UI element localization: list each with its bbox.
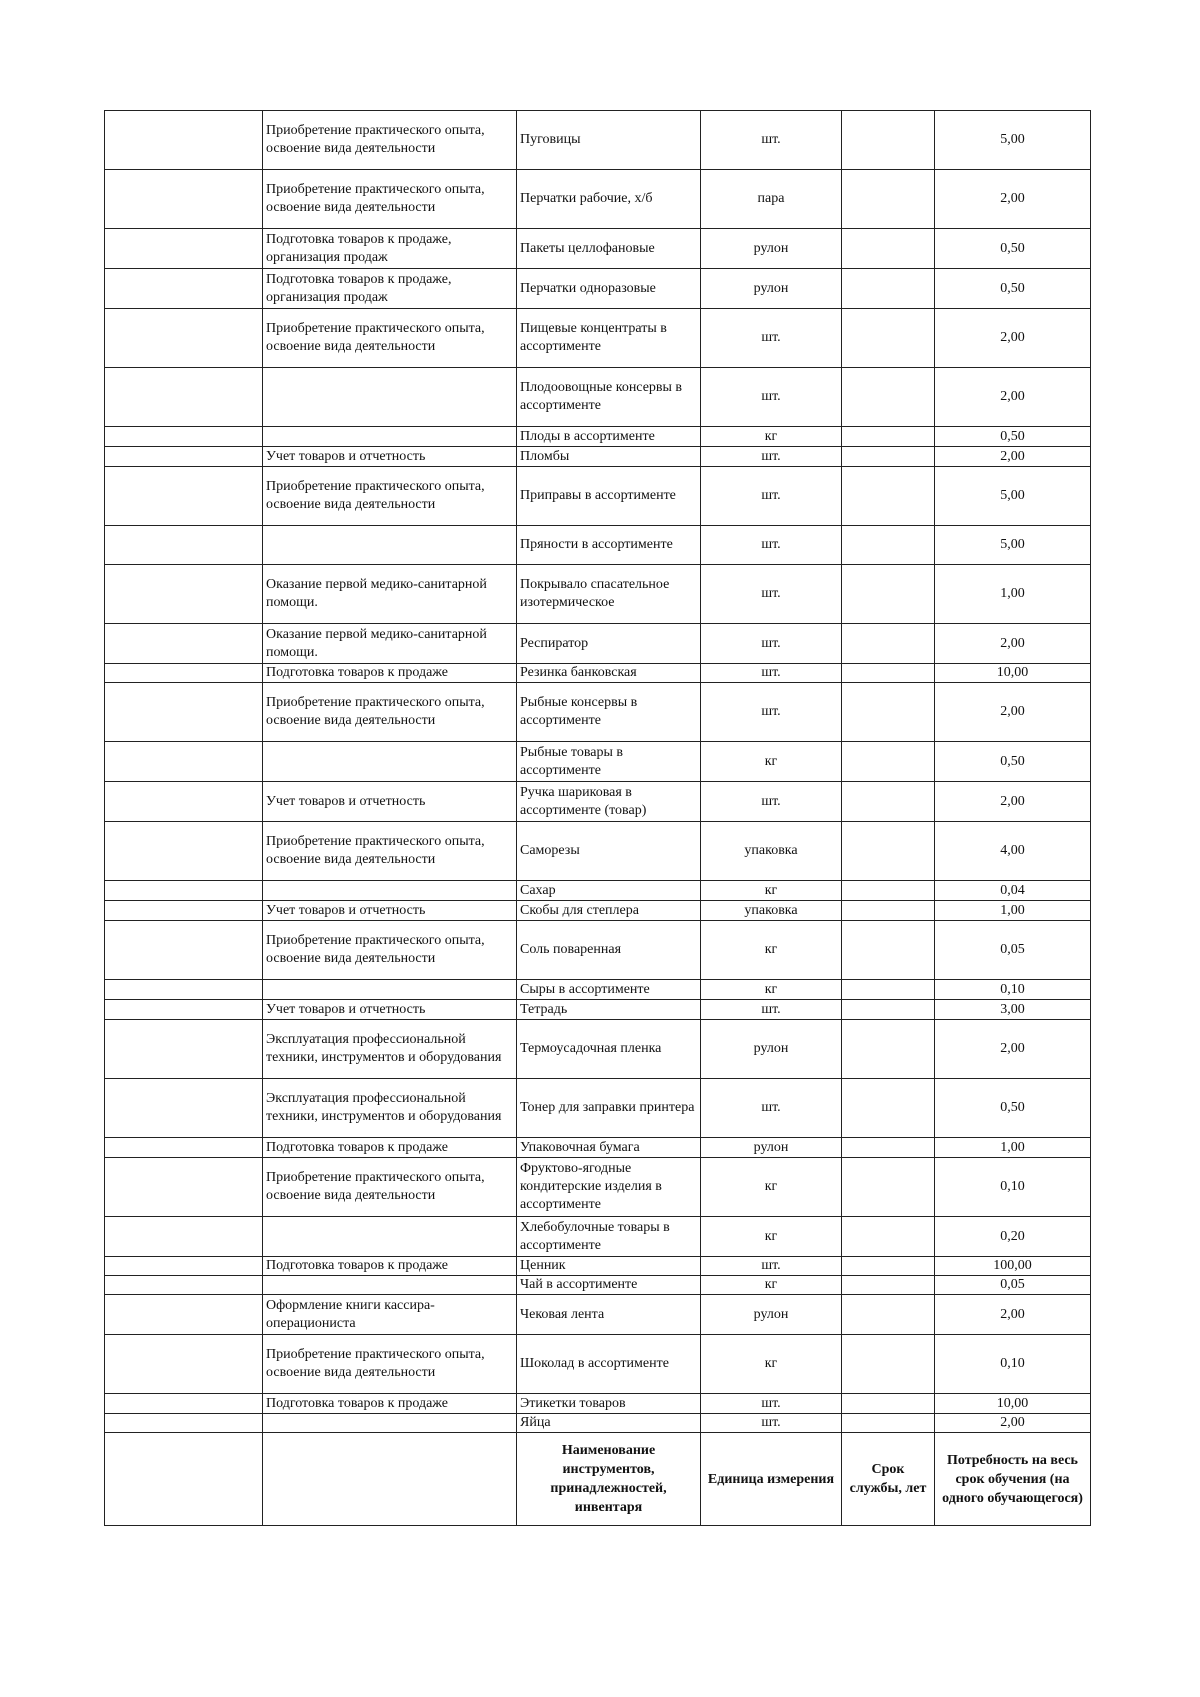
unit-cell: шт. [701, 1394, 842, 1414]
need-cell: 0,20 [935, 1217, 1091, 1257]
service-term-cell [842, 170, 935, 229]
empty-cell [105, 1158, 263, 1217]
table-row [105, 229, 1091, 269]
unit-cell: кг [701, 1335, 842, 1394]
unit-cell: шт. [701, 467, 842, 526]
empty-cell [105, 1335, 263, 1394]
table-row [105, 526, 1091, 565]
unit-cell: рулон [701, 229, 842, 269]
header-item-name: Наименование инструментов, принадлежностей, инвентаря [517, 1433, 701, 1526]
table-row [105, 664, 1091, 683]
unit-cell: пара [701, 170, 842, 229]
service-term-cell [842, 1158, 935, 1217]
empty-cell [105, 1276, 263, 1295]
item-name-cell: Чай в ассортименте [517, 1276, 701, 1295]
empty-cell [105, 467, 263, 526]
header-unit: Единица измерения [701, 1433, 842, 1526]
item-name-cell: Пищевые концентраты в ассортименте [517, 309, 701, 368]
unit-cell: кг [701, 742, 842, 782]
activity-cell [263, 1217, 517, 1257]
item-name-cell: Соль поваренная [517, 921, 701, 980]
need-cell: 2,00 [935, 1295, 1091, 1335]
service-term-cell [842, 427, 935, 447]
unit-cell: упаковка [701, 822, 842, 881]
service-term-cell [842, 1414, 935, 1433]
activity-cell [263, 1414, 517, 1433]
service-term-cell [842, 822, 935, 881]
unit-cell: шт. [701, 309, 842, 368]
service-term-cell [842, 901, 935, 921]
service-term-cell [842, 664, 935, 683]
service-term-cell [842, 980, 935, 1000]
unit-cell: шт. [701, 368, 842, 427]
unit-cell: кг [701, 1276, 842, 1295]
need-cell: 1,00 [935, 1138, 1091, 1158]
unit-cell: шт. [701, 111, 842, 170]
item-name-cell: Тетрадь [517, 1000, 701, 1020]
table-row [105, 624, 1091, 664]
activity-cell: Приобретение практического опыта, освоение вида деятельности [263, 170, 517, 229]
item-name-cell: Тонер для заправки принтера [517, 1079, 701, 1138]
activity-cell: Подготовка товаров к продаже [263, 1394, 517, 1414]
activity-cell: Подготовка товаров к продаже [263, 1138, 517, 1158]
service-term-cell [842, 1217, 935, 1257]
need-cell: 5,00 [935, 111, 1091, 170]
service-term-cell [842, 1295, 935, 1335]
activity-cell: Учет товаров и отчетность [263, 1000, 517, 1020]
unit-cell: упаковка [701, 901, 842, 921]
service-term-cell [842, 1276, 935, 1295]
materials-table [104, 110, 1091, 1526]
item-name-cell: Рыбные товары в ассортименте [517, 742, 701, 782]
empty-cell [105, 565, 263, 624]
table-row [105, 1276, 1091, 1295]
table-row [105, 881, 1091, 901]
service-term-cell [842, 742, 935, 782]
empty-cell [105, 1295, 263, 1335]
table-row [105, 565, 1091, 624]
need-cell: 1,00 [935, 901, 1091, 921]
activity-cell [263, 368, 517, 427]
table-row [105, 447, 1091, 467]
item-name-cell: Плоды в ассортименте [517, 427, 701, 447]
activity-cell: Подготовка товаров к продаже, организация продаж [263, 229, 517, 269]
service-term-cell [842, 467, 935, 526]
activity-cell [263, 980, 517, 1000]
table-row [105, 1257, 1091, 1276]
need-cell: 2,00 [935, 447, 1091, 467]
activity-cell: Приобретение практического опыта, освоение вида деятельности [263, 309, 517, 368]
unit-cell: кг [701, 881, 842, 901]
activity-cell: Приобретение практического опыта, освоение вида деятельности [263, 1335, 517, 1394]
activity-cell: Оформление книги кассира-операциониста [263, 1295, 517, 1335]
table-row [105, 1138, 1091, 1158]
need-cell: 10,00 [935, 1394, 1091, 1414]
empty-cell [105, 368, 263, 427]
item-name-cell: Саморезы [517, 822, 701, 881]
activity-cell [263, 526, 517, 565]
activity-cell: Подготовка товаров к продаже [263, 1257, 517, 1276]
empty-cell [105, 229, 263, 269]
service-term-cell [842, 565, 935, 624]
activity-cell: Подготовка товаров к продаже, организация продаж [263, 269, 517, 309]
need-cell: 2,00 [935, 368, 1091, 427]
empty-cell [105, 111, 263, 170]
service-term-cell [842, 368, 935, 427]
service-term-cell [842, 447, 935, 467]
need-cell: 0,05 [935, 921, 1091, 980]
unit-cell: кг [701, 427, 842, 447]
unit-cell: шт. [701, 664, 842, 683]
table-row [105, 368, 1091, 427]
activity-cell: Оказание первой медико-санитарной помощи. [263, 565, 517, 624]
empty-cell [105, 1000, 263, 1020]
table-row [105, 901, 1091, 921]
activity-cell: Приобретение практического опыта, освоение вида деятельности [263, 683, 517, 742]
activity-cell [263, 1276, 517, 1295]
item-name-cell: Респиратор [517, 624, 701, 664]
item-name-cell: Яйца [517, 1414, 701, 1433]
service-term-cell [842, 1394, 935, 1414]
activity-cell: Подготовка товаров к продаже [263, 664, 517, 683]
activity-cell: Приобретение практического опыта, освоение вида деятельности [263, 1158, 517, 1217]
empty-cell [105, 921, 263, 980]
empty-cell [105, 1394, 263, 1414]
table-row [105, 1394, 1091, 1414]
unit-cell: шт. [701, 624, 842, 664]
table-row [105, 1158, 1091, 1217]
service-term-cell [842, 1020, 935, 1079]
unit-cell: шт. [701, 1079, 842, 1138]
need-cell: 0,50 [935, 742, 1091, 782]
need-cell: 3,00 [935, 1000, 1091, 1020]
item-name-cell: Этикетки товаров [517, 1394, 701, 1414]
activity-cell: Приобретение практического опыта, освоение вида деятельности [263, 921, 517, 980]
empty-cell [105, 901, 263, 921]
empty-cell [105, 269, 263, 309]
empty-cell [105, 1020, 263, 1079]
empty-cell [105, 742, 263, 782]
table-row [105, 782, 1091, 822]
empty-cell [105, 980, 263, 1000]
table-row [105, 980, 1091, 1000]
empty-cell [105, 1217, 263, 1257]
need-cell: 0,50 [935, 427, 1091, 447]
table-row [105, 170, 1091, 229]
empty-cell [105, 1414, 263, 1433]
empty-cell [105, 822, 263, 881]
table-row [105, 742, 1091, 782]
empty-cell [105, 1079, 263, 1138]
activity-cell: Приобретение практического опыта, освоение вида деятельности [263, 822, 517, 881]
item-name-cell: Фруктово-ягодные кондитерские изделия в ассортименте [517, 1158, 701, 1217]
unit-cell: шт. [701, 1257, 842, 1276]
table-row [105, 1079, 1091, 1138]
unit-cell: рулон [701, 1295, 842, 1335]
need-cell: 2,00 [935, 1414, 1091, 1433]
activity-cell: Учет товаров и отчетность [263, 782, 517, 822]
service-term-cell [842, 683, 935, 742]
table-row [105, 269, 1091, 309]
service-term-cell [842, 782, 935, 822]
service-term-cell [842, 1079, 935, 1138]
empty-cell [105, 526, 263, 565]
item-name-cell: Упаковочная бумага [517, 1138, 701, 1158]
unit-cell: шт. [701, 565, 842, 624]
need-cell: 100,00 [935, 1257, 1091, 1276]
item-name-cell: Ручка шариковая в ассортименте (товар) [517, 782, 701, 822]
table-row [105, 921, 1091, 980]
table-row [105, 683, 1091, 742]
item-name-cell: Чековая лента [517, 1295, 701, 1335]
item-name-cell: Сыры в ассортименте [517, 980, 701, 1000]
activity-cell: Учет товаров и отчетность [263, 901, 517, 921]
item-name-cell: Пряности в ассортименте [517, 526, 701, 565]
need-cell: 2,00 [935, 782, 1091, 822]
need-cell: 0,50 [935, 1079, 1091, 1138]
empty-cell [105, 427, 263, 447]
item-name-cell: Плодоовощные консервы в ассортименте [517, 368, 701, 427]
empty-cell [105, 447, 263, 467]
activity-cell [263, 427, 517, 447]
unit-cell: кг [701, 980, 842, 1000]
item-name-cell: Рыбные консервы в ассортименте [517, 683, 701, 742]
activity-cell: Учет товаров и отчетность [263, 447, 517, 467]
need-cell: 2,00 [935, 170, 1091, 229]
table-row [105, 1020, 1091, 1079]
service-term-cell [842, 229, 935, 269]
service-term-cell [842, 1257, 935, 1276]
item-name-cell: Перчатки одноразовые [517, 269, 701, 309]
service-term-cell [842, 269, 935, 309]
empty-cell [105, 881, 263, 901]
unit-cell: кг [701, 1158, 842, 1217]
unit-cell: рулон [701, 269, 842, 309]
table-row [105, 111, 1091, 170]
service-term-cell [842, 921, 935, 980]
unit-cell: шт. [701, 1000, 842, 1020]
service-term-cell [842, 309, 935, 368]
item-name-cell: Термоусадочная пленка [517, 1020, 701, 1079]
unit-cell: кг [701, 921, 842, 980]
unit-cell: шт. [701, 782, 842, 822]
item-name-cell: Резинка банковская [517, 664, 701, 683]
table-row [105, 1217, 1091, 1257]
materials-table-body [105, 111, 1091, 1433]
header-need: Потребность на весь срок обучения (на одного обучающегося) [935, 1433, 1091, 1526]
empty-cell [105, 309, 263, 368]
empty-cell [105, 782, 263, 822]
item-name-cell: Покрывало спасательное изотермическое [517, 565, 701, 624]
activity-cell: Приобретение практического опыта, освоение вида деятельности [263, 467, 517, 526]
activity-cell: Приобретение практического опыта, освоение вида деятельности [263, 111, 517, 170]
table-row [105, 1414, 1091, 1433]
need-cell: 0,05 [935, 1276, 1091, 1295]
table-row [105, 1335, 1091, 1394]
need-cell: 4,00 [935, 822, 1091, 881]
need-cell: 0,10 [935, 1335, 1091, 1394]
need-cell: 5,00 [935, 467, 1091, 526]
unit-cell: шт. [701, 1414, 842, 1433]
empty-cell [105, 170, 263, 229]
service-term-cell [842, 1000, 935, 1020]
item-name-cell: Хлебобулочные товары в ассортименте [517, 1217, 701, 1257]
need-cell: 0,04 [935, 881, 1091, 901]
header-service-term: Срок службы, лет [842, 1433, 935, 1526]
need-cell: 0,10 [935, 1158, 1091, 1217]
item-name-cell: Ценник [517, 1257, 701, 1276]
need-cell: 2,00 [935, 1020, 1091, 1079]
item-name-cell: Перчатки рабочие, х/б [517, 170, 701, 229]
activity-cell: Оказание первой медико-санитарной помощи. [263, 624, 517, 664]
item-name-cell: Пломбы [517, 447, 701, 467]
table-row [105, 467, 1091, 526]
table-row [105, 309, 1091, 368]
need-cell: 2,00 [935, 624, 1091, 664]
table-header-row [105, 1433, 1091, 1526]
table-row [105, 822, 1091, 881]
empty-cell [105, 664, 263, 683]
item-name-cell: Пуговицы [517, 111, 701, 170]
need-cell: 0,50 [935, 269, 1091, 309]
header-activity-cell [263, 1433, 517, 1526]
need-cell: 2,00 [935, 309, 1091, 368]
service-term-cell [842, 1138, 935, 1158]
item-name-cell: Скобы для степлера [517, 901, 701, 921]
table-row [105, 1000, 1091, 1020]
empty-cell [105, 683, 263, 742]
unit-cell: рулон [701, 1138, 842, 1158]
unit-cell: шт. [701, 683, 842, 742]
service-term-cell [842, 526, 935, 565]
item-name-cell: Приправы в ассортименте [517, 467, 701, 526]
unit-cell: рулон [701, 1020, 842, 1079]
service-term-cell [842, 624, 935, 664]
activity-cell: Эксплуатация профессиональной техники, инструментов и оборудования [263, 1079, 517, 1138]
activity-cell [263, 881, 517, 901]
header-empty-cell [105, 1433, 263, 1526]
item-name-cell: Пакеты целлофановые [517, 229, 701, 269]
empty-cell [105, 1257, 263, 1276]
service-term-cell [842, 1335, 935, 1394]
service-term-cell [842, 881, 935, 901]
activity-cell: Эксплуатация профессиональной техники, инструментов и оборудования [263, 1020, 517, 1079]
service-term-cell [842, 111, 935, 170]
table-row [105, 427, 1091, 447]
item-name-cell: Шоколад в ассортименте [517, 1335, 701, 1394]
need-cell: 1,00 [935, 565, 1091, 624]
unit-cell: кг [701, 1217, 842, 1257]
need-cell: 0,50 [935, 229, 1091, 269]
need-cell: 5,00 [935, 526, 1091, 565]
need-cell: 2,00 [935, 683, 1091, 742]
need-cell: 0,10 [935, 980, 1091, 1000]
empty-cell [105, 624, 263, 664]
activity-cell [263, 742, 517, 782]
table-row [105, 1295, 1091, 1335]
empty-cell [105, 1138, 263, 1158]
unit-cell: шт. [701, 447, 842, 467]
need-cell: 10,00 [935, 664, 1091, 683]
item-name-cell: Сахар [517, 881, 701, 901]
unit-cell: шт. [701, 526, 842, 565]
